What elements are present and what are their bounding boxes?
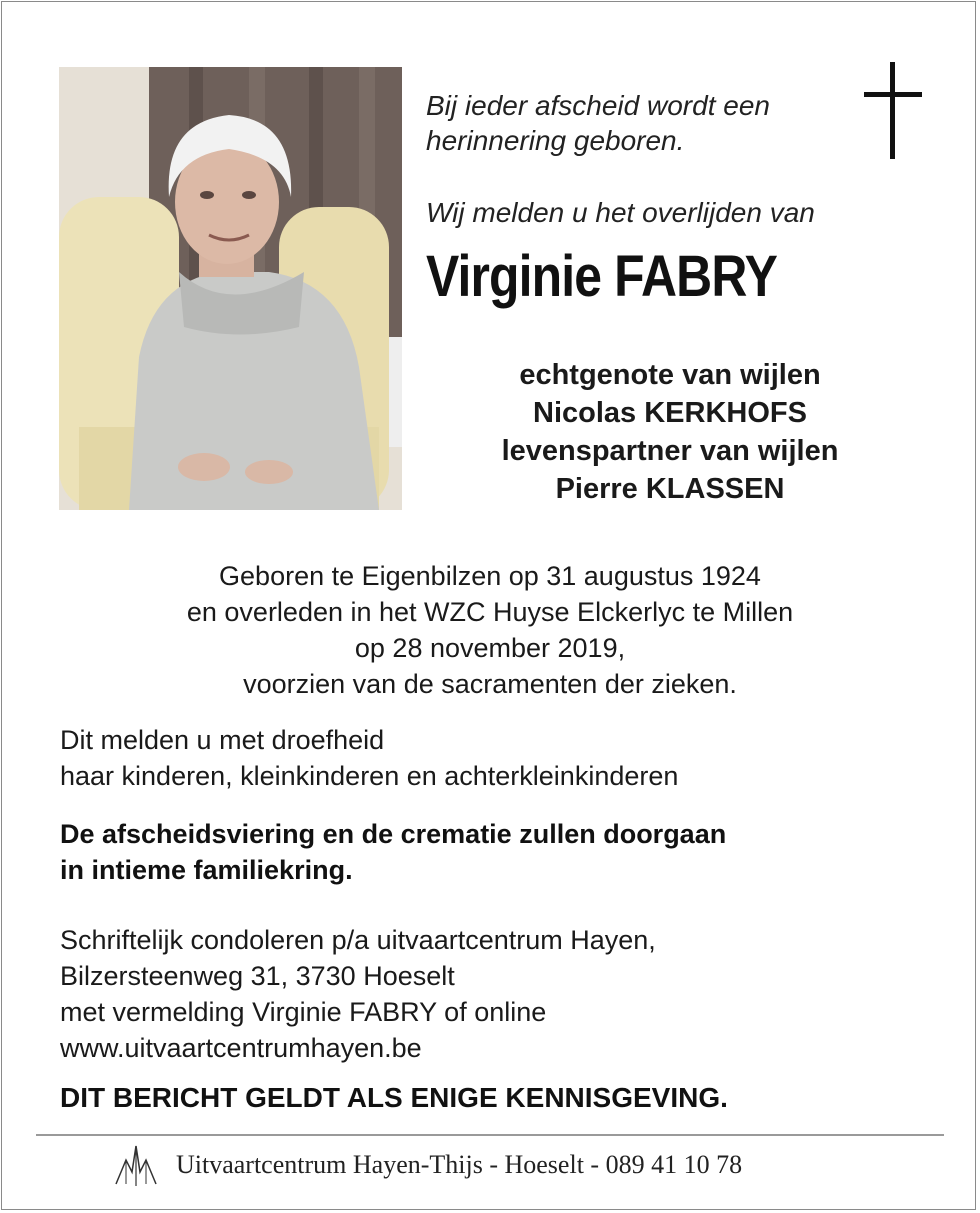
condolence-line: met vermelding Virginie FABRY of online <box>60 997 547 1027</box>
ceremony-line: De afscheidsviering en de crematie zullen doorgaan <box>60 819 727 849</box>
condolence-line: Bilzersteenweg 31, 3730 Hoeselt <box>60 961 455 991</box>
family-line: haar kinderen, kleinkinderen en achterkleinkinderen <box>60 761 679 791</box>
ceremony-notice <box>60 816 726 888</box>
footer <box>112 1142 742 1188</box>
condolence-line: Schriftelijk condoleren p/a uitvaartcentrum Hayen, <box>60 925 656 955</box>
deceased-name: Virginie FABRY <box>426 244 778 309</box>
details-line: voorzien van de sacramenten der zieken. <box>243 669 737 699</box>
death-announcement-intro: Wij melden u het overlijden van <box>426 197 815 228</box>
details-line: op 28 november 2019, <box>354 633 626 663</box>
footer-contact: Uitvaartcentrum Hayen-Thijs - Hoeselt - 089 41 10 78 <box>176 1150 743 1179</box>
funeral-home-logo-icon <box>112 1142 160 1188</box>
relation-line: levenspartner van wijlen <box>501 435 839 467</box>
family-line: Dit melden u met droefheid <box>60 725 385 755</box>
footer-divider <box>36 1134 944 1136</box>
condolence-info <box>60 922 656 1066</box>
relation-line: Pierre KLASSEN <box>555 473 785 505</box>
ceremony-line: in intieme familiekring. <box>60 855 353 885</box>
official-notice: DIT BERICHT GELDT ALS ENIGE KENNISGEVING. <box>60 1082 728 1113</box>
quote-line: herinnering geboren. <box>426 125 685 156</box>
portrait-photo <box>59 67 402 510</box>
relation-line: Nicolas KERKHOFS <box>533 397 807 429</box>
quote-line: Bij ieder afscheid wordt een <box>426 90 770 121</box>
details-line: en overleden in het WZC Huyse Elckerlyc te Millen <box>186 597 794 627</box>
birth-death-details <box>60 558 920 702</box>
relation-line: echtgenote van wijlen <box>519 359 821 391</box>
cross-icon <box>864 62 922 159</box>
family-announcement <box>60 722 678 794</box>
details-line: Geboren te Eigenbilzen op 31 augustus 1924 <box>219 561 761 591</box>
memorial-quote <box>426 88 770 158</box>
relations-block <box>420 356 920 508</box>
condolence-website-link[interactable]: www.uitvaartcentrumhayen.be <box>60 1033 422 1063</box>
